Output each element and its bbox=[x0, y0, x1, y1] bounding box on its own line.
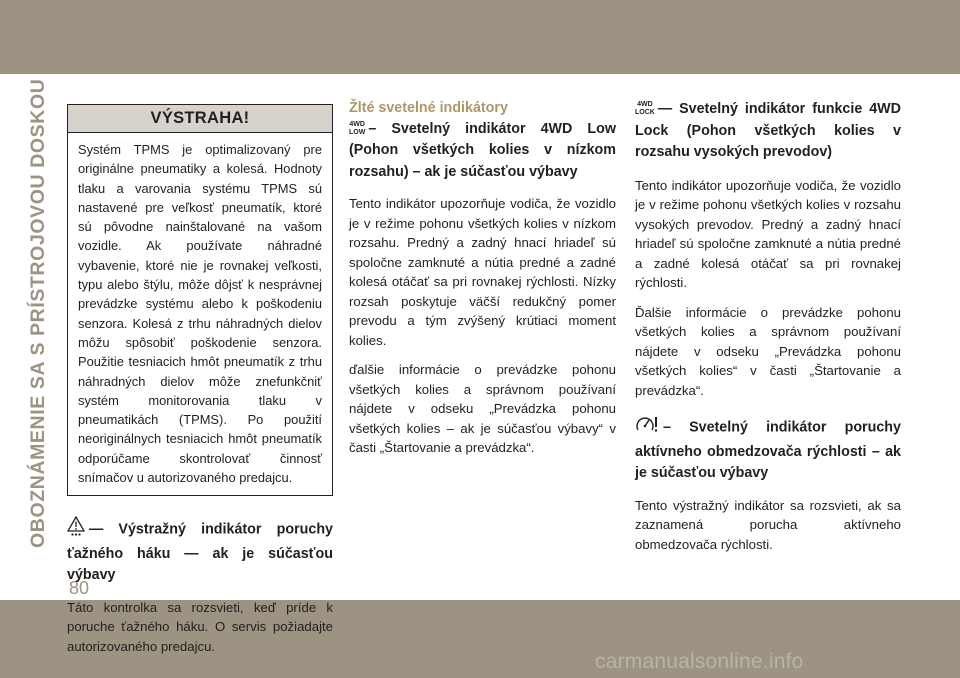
warning-text: Systém TPMS je optimalizovaný pre originálne pneumatiky a kolesá. Hodnoty tlaku a varovania systému TPMS sú nastavené pre veľkosť pneumatík, ktoré sú pôvodne nainštalované na vašom vozidle. Ak používate náhradné vybavenie, ktoré nie je rovnakej veľkosti, typu alebo štýlu, môže dôjsť k nesprávnej prevádzke systému alebo k poškodeniu senzora. Kolesá z trhu náhradných dielov môžu spôsobiť poškodenie senzora. Použitie tesniacich hmôt pneumatík z trhu náhradných dielov môže znefunkčniť systém monitorovania tlaku v pneumatikách (TPMS). Po použití neoriginálnych tesniacich hmôt pneumatík odporúčame skontrolovať činnosť snímačov u autorizovaného predajcu. bbox=[78, 142, 322, 486]
4wd-lock-text-1: Tento indikátor upozorňuje vodiča, že vozidlo je v režime pohonu všetkých kolies v rozsahu vysokých prevodov. Predný a zadný hnací hriadeľ sú spoločne zamknuté a nútia predné a zadné kolesá otáčať sa pri rovnakej rýchlosti. bbox=[635, 177, 901, 290]
4wd-low-text-1: Tento indikátor upozorňuje vodiča, že vozidlo je v režime pohonu všetkých kolies v nízkom rozsahu. Predný a zadný hnací hriadeľ sú spoločne zamknuté a nútia predné a zadné kolesá otáčať sa pri rovnakej rýchlosti. Nízky rozsah poskytuje väčší redukčný pomer prevodu a tým zvýšený krútiaci moment kolies. bbox=[349, 196, 616, 348]
trailer-hitch-warning-icon bbox=[67, 516, 85, 544]
hitch-text: Táto kontrolka sa rozsvieti, keď príde k poruche ťažného háku. O servis požiadajte autorizovaného predajcu. bbox=[67, 599, 333, 654]
4wd-low-text-2: ďalšie informácie o prevádzke pohonu všetkých kolies a správnom používaní nájdete v odseku „Prevádzka pohonu všetkých kolies – ak je súčasťou výbavy“ v časti „Štartovanie a prevádzka“. bbox=[349, 362, 616, 455]
chapter-title: OBOZNÁMENIE SA S PRÍSTROJOVOU DOSKOU bbox=[27, 78, 49, 548]
4wd-lock-text-2: Ďalšie informácie o prevádzke pohonu všetkých kolies a správnom používaní nájdete v odseku „Prevádzka pohonu všetkých kolies“ v časti „Štartovanie a prevádzka“. bbox=[635, 304, 901, 398]
page-number: 80 bbox=[69, 578, 90, 598]
column-1 bbox=[67, 104, 333, 656]
section-title: Žlté svetelné indikátory bbox=[349, 100, 508, 116]
hitch-heading bbox=[67, 516, 333, 587]
speed-limiter-text: Tento výstražný indikátor sa rozsvieti, ak sa zaznamená porucha aktívneho obmedzovača rýchlosti. bbox=[635, 497, 901, 552]
speed-limiter-warning-icon bbox=[635, 414, 659, 442]
4wd-low-icon: 4WD LOW bbox=[349, 120, 366, 136]
hitch-heading-text: — Výstražný indikátor poruchy ťažného háku — ak je súčasťou výbavy bbox=[67, 521, 333, 584]
watermark: carmanualsonline.info bbox=[595, 650, 804, 673]
column-2 bbox=[349, 99, 616, 458]
4wd-lock-heading bbox=[635, 99, 901, 164]
4wd-lock-icon: 4WD LOCK bbox=[635, 101, 655, 117]
top-band bbox=[0, 0, 960, 74]
warning-box bbox=[67, 104, 333, 496]
speed-limiter-heading-text: – Svetelný indikátor poruchy aktívneho obmedzovača rýchlosti – ak je súčasťou výbavy bbox=[635, 419, 901, 481]
4wd-lock-heading-text: — Svetelný indikátor funkcie 4WD Lock (Pohon všetkých kolies v rozsahu vysokých prevodov) bbox=[635, 101, 901, 160]
column-3 bbox=[635, 99, 901, 554]
4wd-low-heading-text: – Svetelný indikátor 4WD Low (Pohon všetkých kolies v nízkom rozsahu) – ak je súčasťou výbavy bbox=[349, 120, 616, 180]
speed-limiter-heading bbox=[635, 414, 901, 485]
warning-title: VÝSTRAHA! bbox=[68, 105, 332, 133]
4wd-low-heading bbox=[349, 119, 616, 184]
